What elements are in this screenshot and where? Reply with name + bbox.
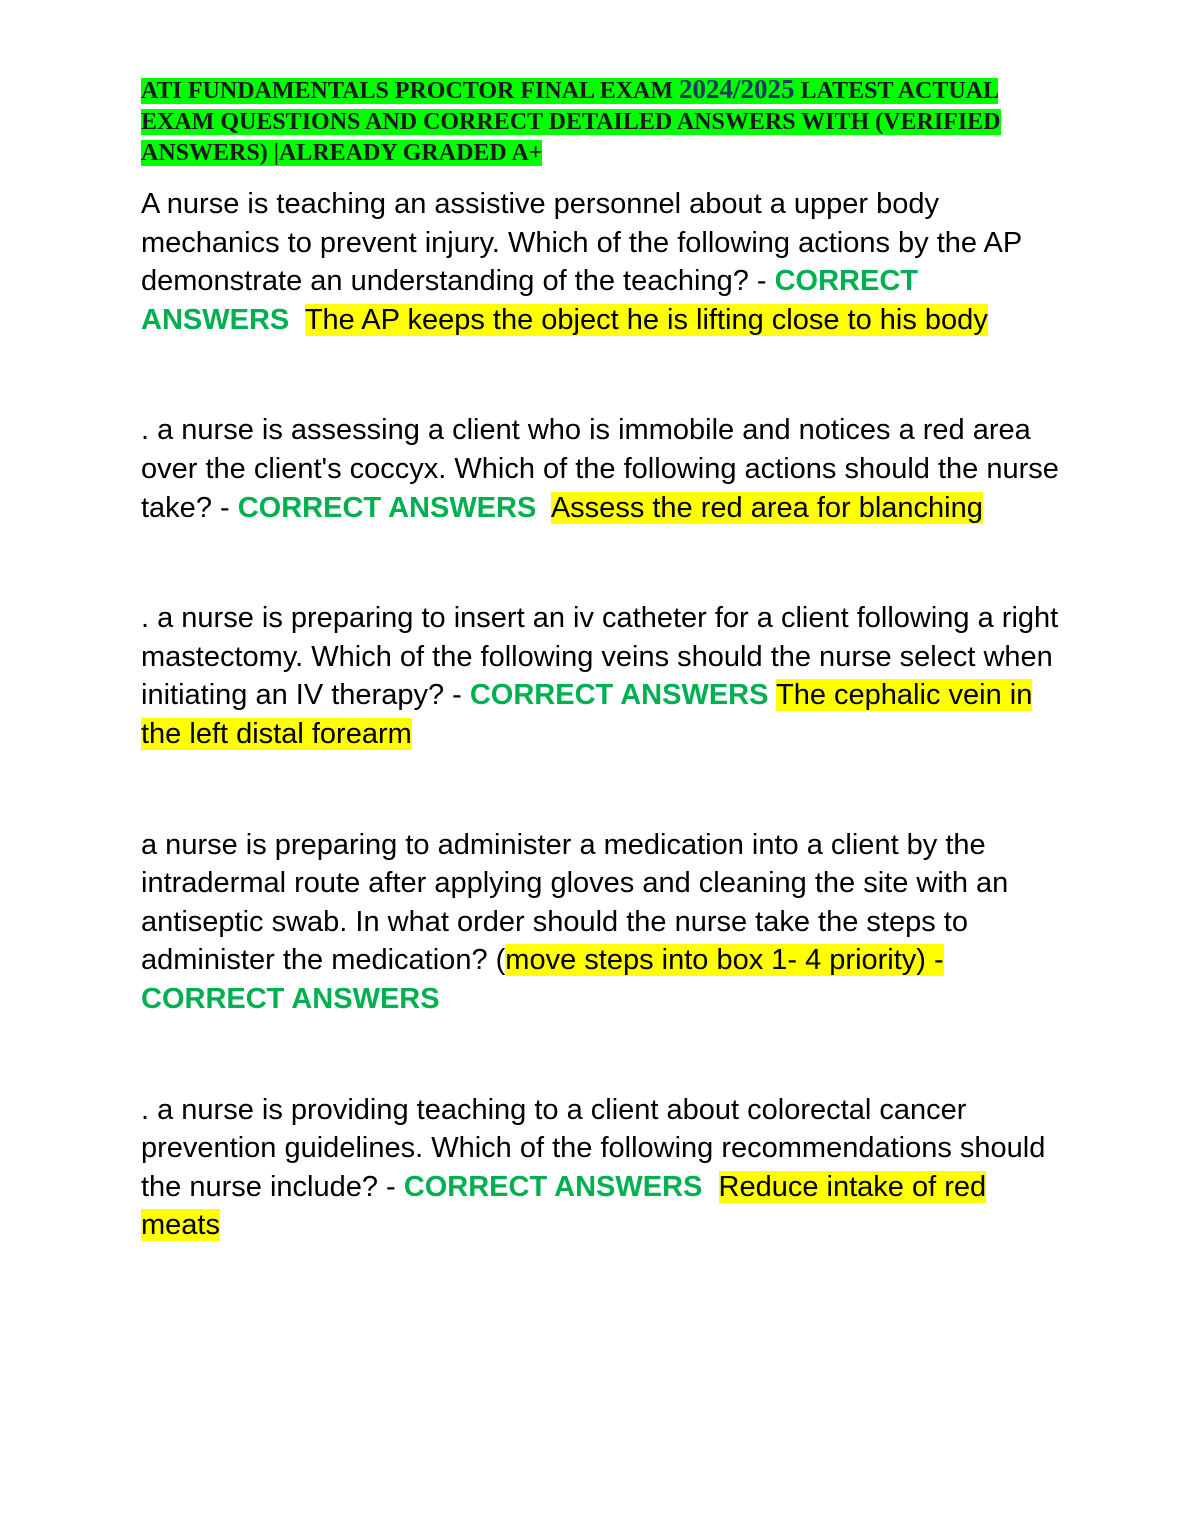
question-item — [141, 826, 1061, 1019]
answer-text: The cephalic vein in the left distal forearm — [141, 679, 1033, 750]
answer-text: The AP keeps the object he is lifting close to his body — [304, 303, 988, 336]
correct-answers-label: CORRECT ANSWERS — [403, 1170, 703, 1203]
question-text: . a nurse is preparing to insert an iv catheter for a client following a right mastectomy. Which of the following veins should the nurse select when initiating an IV therapy? - — [141, 602, 1059, 712]
correct-answers-label: CORRECT ANSWERS — [469, 679, 769, 712]
title-year: 2024/2025 — [679, 74, 795, 104]
correct-answers-label: CORRECT ANSWERS — [141, 265, 918, 336]
question-item — [141, 1091, 1061, 1245]
answer-text: Assess the red area for blanching — [550, 491, 983, 524]
correct-answers-label: CORRECT ANSWERS — [141, 982, 440, 1015]
question-text: . a nurse is providing teaching to a client about colorectal cancer prevention guidelines. Which of the following recommendations should the nurse include? - — [141, 1093, 1046, 1203]
document-title — [141, 74, 1061, 169]
question-item — [141, 185, 1061, 339]
question-text: a nurse is preparing to administer a medication into a client by the intradermal route after applying gloves and cleaning the site with an antiseptic swab. In what order should the nurse take the steps to administer the medication? ( — [141, 828, 1009, 977]
question-text: A nurse is teaching an assistive personnel about a upper body mechanics to prevent injury. Which of the following actions by the AP demonstrate an understanding of the teaching? - — [141, 188, 1022, 298]
answer-text: Reduce intake of red meats — [141, 1170, 987, 1242]
question-item — [141, 411, 1061, 527]
document-page — [141, 74, 1061, 1245]
question-item — [141, 599, 1061, 753]
title-highlight — [141, 74, 1001, 166]
correct-answers-label: CORRECT ANSWERS — [237, 491, 537, 524]
question-highlight-text: move steps into box 1- 4 priority) - — [505, 944, 944, 977]
question-text: . a nurse is assessing a client who is immobile and notices a red area over the client's coccyx. Which of the following actions should the nurse take? - — [141, 414, 1059, 524]
title-text-start: ATI FUNDAMENTALS PROCTOR FINAL EXAM — [141, 78, 680, 104]
title-text-end: LATEST ACTUAL EXAM QUESTIONS AND CORRECT DETAILED ANSWERS WITH (VERIFIED ANSWERS) |ALREADY GRADED A+ — [141, 78, 1001, 166]
